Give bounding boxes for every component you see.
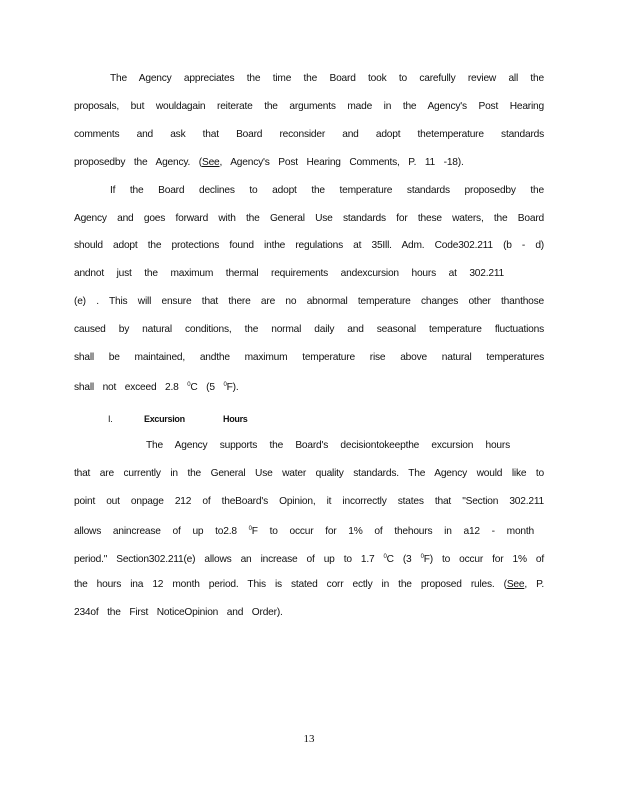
paragraph-1-line-2: proposals, but wouldagain reiterate the arguments made in the Agency's Post Hearing — [74, 101, 544, 112]
paragraph-2-line-7: shall be maintained, andthe maximum temperature rise above natural temperatures — [74, 352, 544, 363]
paragraph-3-line-7: 234of the First NoticeOpinion and Order). — [74, 607, 283, 618]
text-run: , P. — [524, 579, 544, 590]
paragraph-3-line-2: that are currently in the General Use water quality standards. The Agency would like to — [74, 468, 544, 479]
paragraph-2-line-1: If the Board declines to adopt the temperature standards proposedby the — [110, 185, 544, 196]
degree-symbol: 0 — [223, 382, 227, 388]
paragraph-3-line-1: The Agency supports the Board's decisiontokeepthe excursion hours — [146, 440, 510, 451]
text-run: period." Section302.211(e) allows an increase of up to 1.7 — [74, 554, 384, 565]
paragraph-1-line-4 — [74, 156, 544, 170]
text-run: shall not exceed 2.8 — [74, 382, 188, 393]
paragraph-2-line-8 — [74, 378, 544, 395]
see-citation: See — [506, 579, 525, 590]
page-number: 13 — [303, 733, 315, 745]
paragraph-3-line-3: point out onpage 212 of theBoard's Opinion, it incorrectly states that "Section 302.211 — [74, 496, 544, 507]
see-citation: See — [201, 157, 220, 168]
text-run: proposedby the Agency. ( — [74, 157, 202, 168]
text-run: , Agency's Post Hearing Comments, P. 11 -18). — [219, 157, 464, 168]
degree-symbol: 0 — [248, 526, 252, 532]
text-run: the hours ina 12 month period. This is stated corr ectly in the proposed rules. ( — [74, 579, 507, 590]
paragraph-3-line-4 — [74, 522, 534, 539]
paragraph-3-line-5 — [74, 550, 544, 567]
paragraph-1-line-1: The Agency appreciates the time the Board took to carefully review all the — [110, 73, 544, 84]
degree-symbol: 0 — [383, 554, 387, 560]
text-run: allows anincrease of up to2.8 — [74, 526, 249, 537]
paragraph-2-line-2: Agency and goes forward with the General Use standards for these waters, the Board — [74, 213, 544, 224]
text-run: C (3 — [386, 554, 421, 565]
paragraph-2-line-6: caused by natural conditions, the normal daily and seasonal temperature fluctuations — [74, 324, 544, 335]
paragraph-1-line-3: comments and ask that Board reconsider and adopt thetemperature standards — [74, 129, 544, 140]
section-heading — [108, 412, 248, 426]
text-run: C (5 — [190, 382, 224, 393]
text-run: F) to occur for 1% of — [423, 554, 544, 565]
section-number: I. — [108, 414, 113, 424]
text-run: F to occur for 1% of thehours in a12 - month — [251, 526, 534, 537]
degree-symbol: 0 — [420, 554, 424, 560]
paragraph-2-line-4: andnot just the maximum thermal requirements andexcursion hours at 302.211 — [74, 268, 504, 279]
degree-symbol: 0 — [187, 382, 191, 388]
paragraph-2-line-3: should adopt the protections found inthe regulations at 35Ill. Adm. Code302.211 (b - d) — [74, 240, 544, 251]
section-title: Excursion Hours — [144, 414, 248, 424]
paragraph-3-line-6 — [74, 578, 544, 592]
text-run: F). — [226, 382, 239, 393]
paragraph-2-line-5: (e) . This will ensure that there are no abnormal temperature changes other thanthose — [74, 296, 544, 307]
